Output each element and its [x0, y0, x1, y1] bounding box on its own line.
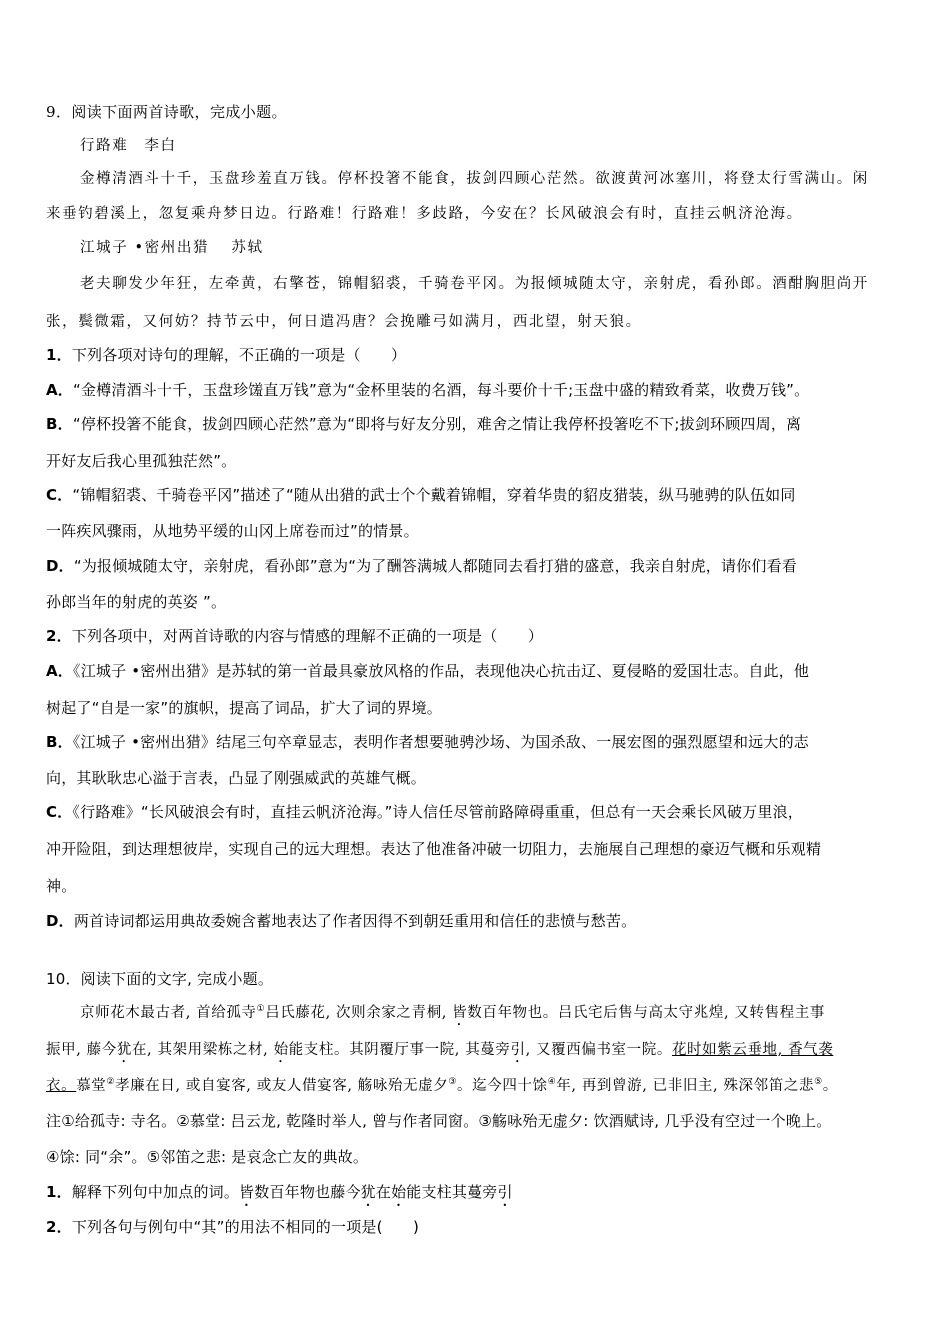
- q9-sub1-option-b[interactable]: [46, 413, 801, 435]
- q9-title: 9．阅读下面两首诗歌，完成小题。: [46, 103, 287, 121]
- option-text: “金樽清酒斗十千，玉盘珍馐直万钱”意为“金杯里装的名酒，每斗要价十千;玉盘中盛的精致肴菜，收费万钱”。: [73, 381, 810, 399]
- option-key: B．: [46, 415, 73, 433]
- option-key: D．: [46, 557, 74, 575]
- q10-sub2-text: 下列各句与例句中“其”的用法不相同的一项是( ): [71, 1218, 420, 1236]
- dotted-word: 犹: [360, 1183, 376, 1201]
- passage-line-2: 振甲, 藤今犹在, 其架用梁栋之材, 始能支柱。其阴覆厅事一院, 其蔓旁引, 又覆西偏书室一院。花时如紫云垂地, 香气袭: [46, 1042, 834, 1058]
- option-key: C．: [46, 486, 73, 504]
- q9-sub1-text: 下列各项对诗句的理解，不正确的一项是（ ）: [71, 346, 407, 364]
- option-text: 《江城子 •密州出猎》结尾三句卒章显志，表明作者想要驰骋沙场、为国杀敌、一展宏图的强烈愿望和远大的志: [72, 733, 809, 751]
- q10-sub2-number: 2．: [46, 1218, 72, 1236]
- option-key: D．: [46, 912, 74, 930]
- footnote-mark: ④: [547, 1077, 557, 1087]
- q9-sub2-text: 下列各项中，对两首诗歌的内容与情感的理解不正确的一项是（ ）: [71, 627, 544, 645]
- passage-line-3: 衣。慕堂②孝廉在日, 或自宴客, 或友人借宴客, 觞咏殆无虚夕③。迄今四十馀④年, 再到曾游, 已非旧主, 殊深邻笛之悲⑤。: [46, 1077, 838, 1094]
- q9-sub1-option-a[interactable]: [46, 379, 809, 401]
- footnote-mark: ①: [256, 1004, 266, 1014]
- q9-sub1-stem: [46, 344, 406, 366]
- dotted-word: 始: [391, 1183, 407, 1201]
- q9-sub2-option-d[interactable]: [46, 910, 636, 932]
- footnotes-line-1: 注①给孤寺: 寺名。②慕堂: 吕云龙, 乾隆时举人, 曾与作者同窗。③觞咏殆无虚夕: 饮酒赋诗, 几乎没有空过一个晚上。: [46, 1112, 832, 1130]
- footnotes-line-2: ④馀: 同“余”。⑤邻笛之悲: 是哀念亡友的典故。: [46, 1148, 369, 1166]
- option-text: 《行路难》“长风破浪会有时，直挂云帆济沧海。”诗人信任尽管前路障碍重重，但总有一天会乘长风破万里浪，: [72, 803, 803, 821]
- q9-sub1-option-c[interactable]: [46, 484, 796, 506]
- q9-sub1-option-d-cont: 孙郎当年的射虎的英姿 ”。: [46, 593, 227, 611]
- option-text: “停杯投箸不能食，拔剑四顾心茫然”意为“即将与好友分别，难舍之情让我停杯投箸吃不下;拔剑环顾四周，离: [72, 415, 802, 433]
- q9-sub2-stem: [46, 625, 543, 647]
- q10-sub1: 1．解释下列句中加点的词。皆数百年物也藤今犹在始能支柱其蔓旁引: [46, 1183, 513, 1201]
- q9-sub2-option-b[interactable]: [46, 731, 809, 753]
- option-text: 两首诗词都运用典故委婉含蓄地表达了作者因得不到朝廷重用和信任的悲愤与愁苦。: [73, 912, 637, 930]
- poem2-line-2: 张，鬓微霜，又何妨？持节云中，何日遣冯唐？会挽雕弓如满月，西北望，射天狼。: [46, 314, 642, 330]
- q9-sub2-option-c-cont: 冲开险阻，到达理想彼岸，实现自己的远大理想。表达了他准备冲破一切阻力，去施展自己理想的豪迈气概和乐观精: [46, 840, 822, 858]
- dotted-word: 始: [273, 1042, 289, 1058]
- option-text: 《江城子 •密州出猎》是苏轼的第一首最具豪放风格的作品，表现他决心抗击辽、夏侵略的爱国壮志。自此，他: [73, 662, 810, 680]
- option-key: B．: [46, 733, 73, 751]
- underlined-sentence-end: 衣。: [46, 1078, 77, 1094]
- poem1-heading: 行路难 李白: [80, 138, 177, 154]
- q9-sub2-option-c[interactable]: [46, 801, 803, 823]
- q10-title: 10．阅读下面的文字, 完成小题。: [46, 970, 274, 988]
- poem1-line-2: 来垂钓碧溪上，忽复乘舟梦日边。行路难！行路难！多歧路，今安在？长风破浪会有时，直挂云帆济沧海。: [46, 206, 803, 222]
- q10-sub2: [46, 1216, 419, 1238]
- option-key: C．: [46, 803, 73, 821]
- q9-sub2-number: 2．: [46, 627, 72, 645]
- dotted-word: 皆: [239, 1183, 255, 1201]
- option-key: A．: [46, 381, 74, 399]
- option-text: “锦帽貂裘、千骑卷平冈”描述了“随从出猎的武士个个戴着锦帽，穿着华贵的貂皮猎装，纵马驰骋的队伍如同: [72, 486, 796, 504]
- poem2-heading: 江城子 •密州出猎 苏轼: [80, 240, 264, 256]
- underlined-sentence: 花时如紫云垂地, 香气袭: [671, 1042, 834, 1058]
- poem1-line-1: 金樽清酒斗十千，玉盘珍羞直万钱。停杯投箸不能食，拔剑四顾心茫然。欲渡黄河冰塞川，将登太行雪满山。闲: [80, 171, 869, 187]
- q9-sub2-option-a-cont: 树起了“自是一家”的旗帜，提高了词品，扩大了词的界境。: [46, 699, 442, 717]
- q9-sub1-option-b-cont: 开好友后我心里孤独茫然”。: [46, 452, 237, 470]
- dotted-word: 引: [497, 1183, 513, 1201]
- q9-sub1-number: 1．: [46, 346, 72, 364]
- q9-sub1-option-d[interactable]: [46, 555, 797, 577]
- option-key: A．: [46, 662, 74, 680]
- dotted-word: 皆: [452, 1005, 468, 1021]
- passage-line-1: 京师花木最古者, 首给孤寺①吕氏藤花, 次则余家之青桐, 皆数百年物也。吕氏宅后售与高太守兆煌, 又转售程主事: [80, 1004, 825, 1021]
- footnote-mark: ⑤: [814, 1077, 823, 1087]
- poem2-line-1: 老夫聊发少年狂，左牵黄，右擎苍，锦帽貂裘，千骑卷平冈。为报倾城随太守，亲射虎，看孙郎。酒酣胸胆尚开: [80, 276, 869, 292]
- q9-sub2-option-b-cont: 向，其耿耿忠心溢于言表，凸显了刚强威武的英雄气概。: [46, 769, 427, 787]
- dotted-word: 犹: [116, 1042, 132, 1058]
- option-text: “为报倾城随太守，亲射虎，看孙郎”意为“为了酬答满城人都随同去看打猎的盛意，我亲自射虎，请你们看看: [73, 557, 797, 575]
- q9-sub2-option-c-cont2: 神。: [46, 877, 77, 895]
- q10-sub1-number: 1．: [46, 1183, 72, 1201]
- footnote-mark: ②: [106, 1077, 116, 1087]
- footnote-mark: ③: [448, 1077, 458, 1087]
- q9-sub1-option-c-cont: 一阵疾风骤雨，从地势平缓的山冈上席卷而过”的情景。: [46, 522, 419, 540]
- dotted-word: 引: [510, 1042, 526, 1058]
- q9-sub2-option-a[interactable]: [46, 660, 809, 682]
